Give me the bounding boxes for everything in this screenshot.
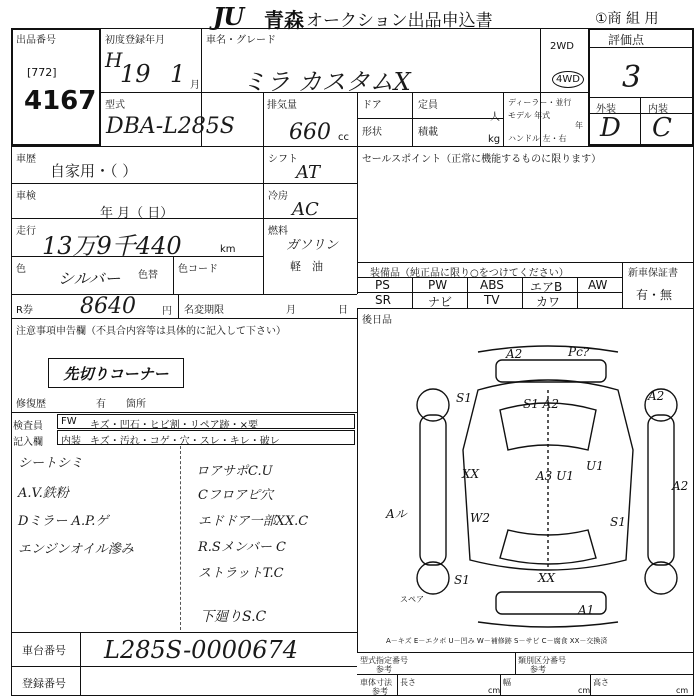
equip-tv: TV	[484, 293, 500, 307]
dmg-mark-6: U1	[586, 459, 604, 473]
history-value: 自家用・（ ）	[50, 162, 138, 180]
capacity-unit: 人	[490, 112, 500, 123]
dmg-mark-8: XX	[462, 467, 480, 481]
length-label: 長さ	[400, 678, 416, 687]
first-reg-month-unit: 月	[190, 80, 200, 91]
damage-legend: A－キズ E－エクボ U－凹み W－補修跡 S－サビ C－腐食 XX－交換済	[386, 637, 608, 645]
equip-airbag: エアB	[530, 280, 563, 294]
dmg-mark-9: W2	[470, 511, 490, 525]
height-cm: cm	[676, 686, 689, 695]
equip-aw: AW	[588, 278, 608, 292]
displacement-unit: cc	[338, 132, 349, 143]
car-damage-diagram	[358, 330, 694, 630]
dmg-mark-7: A3 U1	[536, 469, 574, 483]
int-grade: C	[652, 113, 672, 143]
lot-label: 出品番号	[16, 35, 56, 46]
model-year-label: モデル 年式	[508, 111, 551, 120]
fuel-alt: 軽 油	[290, 260, 323, 273]
dmg-mark-15: A1	[578, 603, 595, 617]
ext-grade: D	[600, 113, 621, 143]
spare-label: スペア	[400, 595, 424, 604]
chassis-value: L285S-0000674	[104, 636, 299, 664]
recycle-label: R券	[16, 305, 33, 316]
car-name-label: 車名・グレード	[206, 35, 276, 46]
history-label: 車歴	[16, 154, 36, 165]
color-swap-label: 色替	[138, 270, 158, 281]
record-fields: キズ・汚れ・コゲ・穴・スレ・キレ・破レ	[90, 436, 280, 447]
class-ref: 参考	[530, 665, 546, 674]
dmg-mark-5: A2	[648, 389, 665, 403]
note-left-1: シートシミ	[18, 456, 84, 471]
car-name-value: ミラ カスタムX	[242, 68, 411, 96]
load-label: 積載	[418, 127, 438, 138]
dmg-mark-12: Aル	[386, 507, 407, 521]
equip-sr: SR	[375, 293, 391, 307]
length-cm: cm	[488, 686, 501, 695]
type-num-label: 型式指定番号	[360, 656, 408, 665]
fuel-label: 燃料	[268, 226, 288, 237]
dmg-mark-2: Pc?	[568, 345, 590, 359]
equip-leather: カワ	[536, 295, 561, 309]
registration-label: 登録番号	[22, 677, 66, 690]
dmg-mark-11: A2	[672, 479, 689, 493]
note-right-2: Cフロアピ穴	[198, 488, 273, 503]
width-label: 幅	[503, 678, 511, 687]
shape-label: 形状	[362, 127, 382, 138]
displacement-value: 660	[289, 120, 331, 145]
capacity-label: 定員	[418, 100, 438, 111]
recycle-unit: 円	[162, 306, 172, 317]
evaluation-label: 評価点	[608, 33, 645, 47]
inspector-label: 検査員	[13, 421, 43, 432]
repair-value: 有	[96, 399, 106, 410]
dmg-mark-1: A2	[506, 347, 523, 361]
recycle-value: 8640	[80, 294, 136, 319]
dims-label: 車体寸法	[360, 678, 392, 687]
fuel-value: ガソリン	[286, 238, 339, 253]
height-label: 高さ	[593, 678, 609, 687]
year-unit: 年	[575, 121, 583, 130]
warranty-label: 新車保証書	[628, 268, 678, 279]
doors-label: ドア	[362, 100, 382, 111]
lot-code: [772]	[27, 66, 57, 79]
first-reg-month: 1	[170, 60, 186, 88]
inspection-value: 年 月（ 日）	[100, 206, 174, 221]
repair-label: 修復歴	[16, 399, 46, 410]
ext-label: 外装	[596, 104, 616, 115]
dmg-mark-13: S1	[610, 515, 626, 529]
aircon-value: AC	[292, 199, 319, 220]
note-left-2: A.V.鉄粉	[18, 486, 69, 501]
inspector-fw: FW	[61, 416, 77, 427]
lot-number: 4167	[24, 86, 97, 116]
note-right-3: エドドア一部XX.C	[198, 514, 309, 529]
equip-abs: ABS	[480, 278, 504, 292]
model-label: 型式	[105, 100, 125, 111]
first-reg-label: 初度登録年月	[105, 35, 165, 46]
dmg-mark-10: XX	[538, 571, 556, 585]
note-right-5: ストラットT.C	[198, 566, 284, 581]
equip-navi: ナビ	[428, 295, 453, 309]
notes-label: 注意事項申告欄（不具合内容等は具体的に記入して下さい）	[16, 326, 286, 337]
rear-seat-label: 後日品	[362, 315, 392, 326]
color-value: シルバー	[58, 269, 121, 288]
mileage-label: 走行	[16, 226, 36, 237]
note-right-1: ロアサポC.U	[196, 464, 273, 479]
dmg-mark-4: S1 A2	[523, 397, 559, 411]
model-value: DBA-L285S	[106, 114, 235, 139]
note-left-4: エンジンオイル滲み	[18, 542, 134, 557]
equip-ps: PS	[375, 278, 390, 292]
dmg-mark-14: S1	[454, 573, 470, 587]
dmg-mark-3: S1	[456, 391, 472, 405]
transfer-day: 日	[338, 305, 348, 316]
displacement-label: 排気量	[267, 100, 297, 111]
drive-2wd: 2WD	[550, 41, 574, 52]
inspector-fields: キズ・凹石・ヒビ割・リペア跡・×要	[90, 420, 258, 431]
color-label: 色	[16, 264, 26, 275]
transfer-label: 名変期限	[184, 305, 224, 316]
record-label: 記入欄	[13, 437, 43, 448]
load-unit: kg	[488, 134, 501, 145]
logo: JU	[213, 2, 244, 31]
form-type: ①商 組 用	[595, 11, 659, 27]
class-num-label: 類別区分番号	[518, 656, 566, 665]
mileage-value: 13万9千440	[42, 232, 182, 260]
drive-4wd: 4WD	[552, 71, 584, 88]
shift-label: シフト	[268, 154, 298, 165]
place-label: 箇所	[126, 399, 146, 410]
inspection-label: 車検	[16, 191, 36, 202]
aircon-label: 冷房	[268, 191, 288, 202]
type-ref: 参考	[376, 665, 392, 674]
notes-stamp: 先切りコーナー	[48, 358, 184, 388]
equipment-label: 装備品（純正品に限り○をつけてください）	[370, 268, 569, 279]
int-label: 内装	[648, 104, 668, 115]
dealer-label: ディーラー・並行	[508, 98, 572, 107]
warranty-value: 有・無	[636, 288, 673, 302]
shift-value: AT	[296, 162, 321, 183]
form-title: オークション出品申込書	[306, 11, 493, 31]
first-reg-year: 19	[120, 60, 151, 88]
width-cm: cm	[578, 686, 591, 695]
color-code-label: 色コード	[178, 264, 218, 275]
note-left-3: Dミラー A.P.ゲ	[18, 514, 109, 529]
record-sub: 内装	[61, 436, 81, 447]
handle-label: ハンドル 左・右	[508, 134, 567, 143]
evaluation-score: 3	[622, 60, 642, 95]
sales-point-label: セールスポイント（正常に機能するものに限ります）	[362, 154, 602, 165]
dims-ref: 参考	[372, 687, 388, 696]
first-reg-era: H	[105, 48, 123, 72]
mileage-unit: km	[220, 244, 236, 255]
chassis-label: 車台番号	[22, 644, 66, 657]
note-right-4: R.Sメンバー C	[198, 540, 286, 555]
transfer-month: 月	[286, 305, 296, 316]
auction-name: 青森	[264, 8, 304, 32]
equip-pw: PW	[428, 278, 448, 292]
note-right-6: 下廻りS.C	[200, 609, 267, 625]
